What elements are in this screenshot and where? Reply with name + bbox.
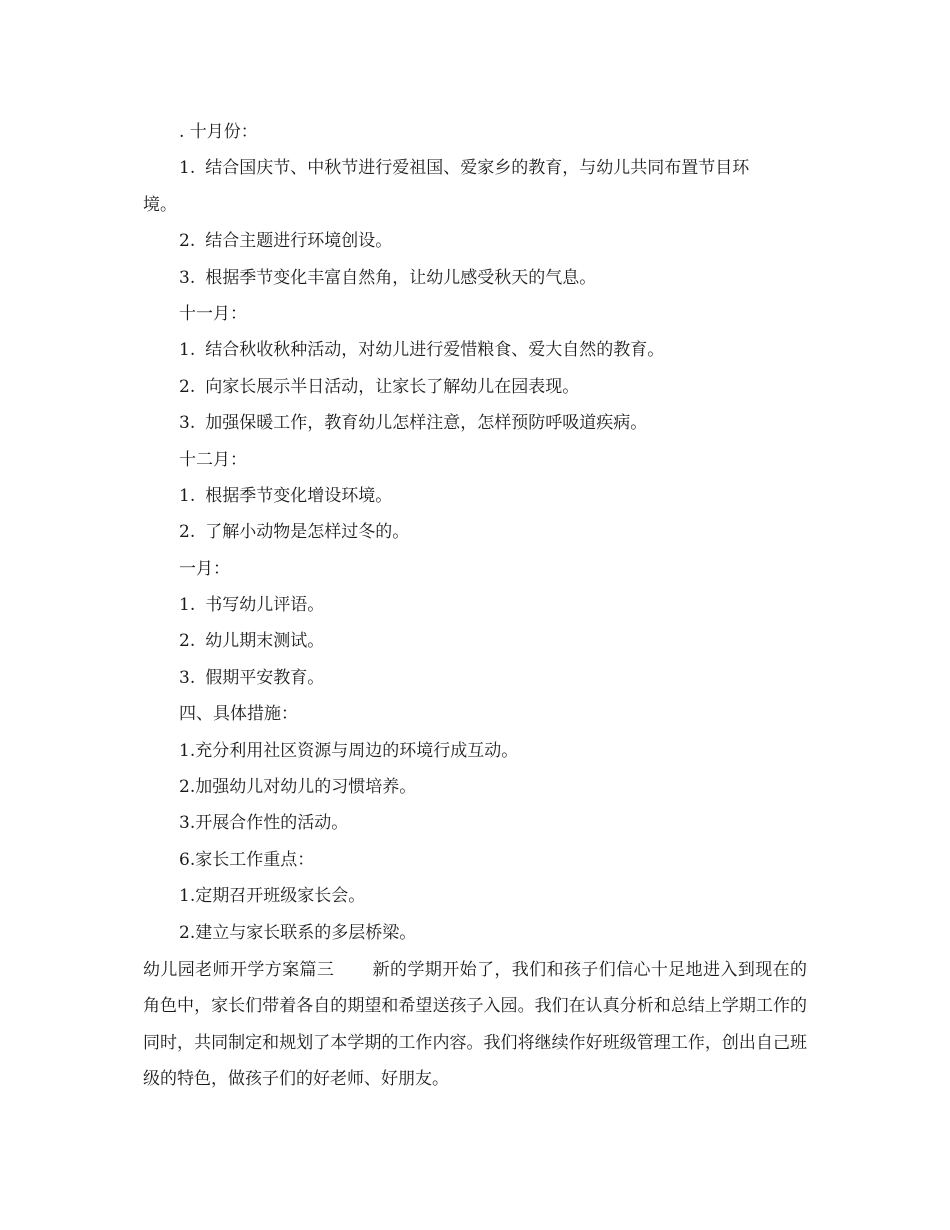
item-text: 根据季节变化丰富自然角，让幼儿感受秋天的气息。 bbox=[205, 267, 597, 288]
item-number: 1. bbox=[179, 485, 196, 506]
list-item bbox=[143, 223, 807, 259]
list-item bbox=[143, 369, 807, 405]
list-item bbox=[143, 332, 807, 368]
item-number: 3. bbox=[179, 413, 196, 434]
item-text: 根据季节变化增设环境。 bbox=[205, 485, 393, 506]
list-item bbox=[143, 660, 807, 696]
list-item bbox=[143, 478, 807, 514]
item-number: 3. bbox=[179, 267, 196, 288]
list-item: 1.定期召开班级家长会。 bbox=[179, 886, 366, 907]
document-body bbox=[143, 114, 807, 1098]
list-item bbox=[143, 260, 807, 296]
list-item: 2.建立与家长联系的多层桥梁。 bbox=[179, 922, 417, 943]
item-text: 加强保暖工作，教育幼儿怎样注意，怎样预防呼吸道疾病。 bbox=[205, 413, 648, 434]
item-number: 1. bbox=[179, 158, 196, 179]
item-text: 结合主题进行环境创设。 bbox=[205, 231, 393, 252]
item-text: 了解小动物是怎样过冬的。 bbox=[205, 522, 410, 543]
item-text: 结合秋收秋种活动，对幼儿进行爱惜粮食、爱大自然的教育。 bbox=[205, 340, 665, 361]
list-item: 2.加强幼儿对幼儿的习惯培养。 bbox=[179, 777, 417, 798]
item-number: 2. bbox=[179, 376, 196, 397]
item-text: 结合国庆节、中秋节进行爱祖国、爱家乡的教育，与幼儿共同布置节目环 bbox=[205, 158, 750, 179]
item-text: 向家长展示半日活动，让家长了解幼儿在园表现。 bbox=[205, 376, 580, 397]
item-number: 1. bbox=[179, 340, 196, 361]
item-text: 假期平安教育。 bbox=[205, 667, 325, 688]
item-text: 书写幼儿评语。 bbox=[205, 595, 325, 616]
list-item bbox=[143, 587, 807, 623]
item-number: 3. bbox=[179, 667, 196, 688]
section-heading-october: . 十月份： bbox=[179, 122, 258, 142]
item-continuation: 境。 bbox=[143, 194, 177, 215]
list-item: 3.开展合作性的活动。 bbox=[179, 813, 349, 834]
closing-paragraph bbox=[143, 952, 807, 1098]
list-item bbox=[143, 514, 807, 550]
section-heading-january: 一月： bbox=[179, 558, 230, 579]
item-number: 1. bbox=[179, 595, 196, 616]
section-heading-december: 十二月： bbox=[179, 449, 247, 470]
list-item: 1.充分利用社区资源与周边的环境行成互动。 bbox=[179, 740, 519, 761]
list-item bbox=[143, 150, 807, 186]
item-number: 2. bbox=[179, 631, 196, 652]
list-item bbox=[143, 623, 807, 659]
section-heading-parents: 6.家长工作重点： bbox=[179, 849, 315, 870]
list-item bbox=[143, 405, 807, 441]
item-number: 2. bbox=[179, 522, 196, 543]
item-number: 2. bbox=[179, 231, 196, 252]
paragraph-text: 新的学期开始了，我们和孩子们信心十足地进入到现在的角色中，家长们带着各自的期望和希望送孩子入园。我们在认真分析和总结上学期工作的同时，共同制定和规划了本学期的工作内容。我们将继续作好班级管理工作，创出自己班级的特色，做孩子们的好老师、好朋友。 bbox=[143, 959, 808, 1090]
item-text: 幼儿期末测试。 bbox=[205, 631, 325, 652]
article-title: 幼儿园老师开学方案篇三 bbox=[143, 959, 335, 980]
section-heading-november: 十一月： bbox=[179, 303, 247, 324]
section-heading-measures: 四、具体措施： bbox=[179, 704, 298, 725]
